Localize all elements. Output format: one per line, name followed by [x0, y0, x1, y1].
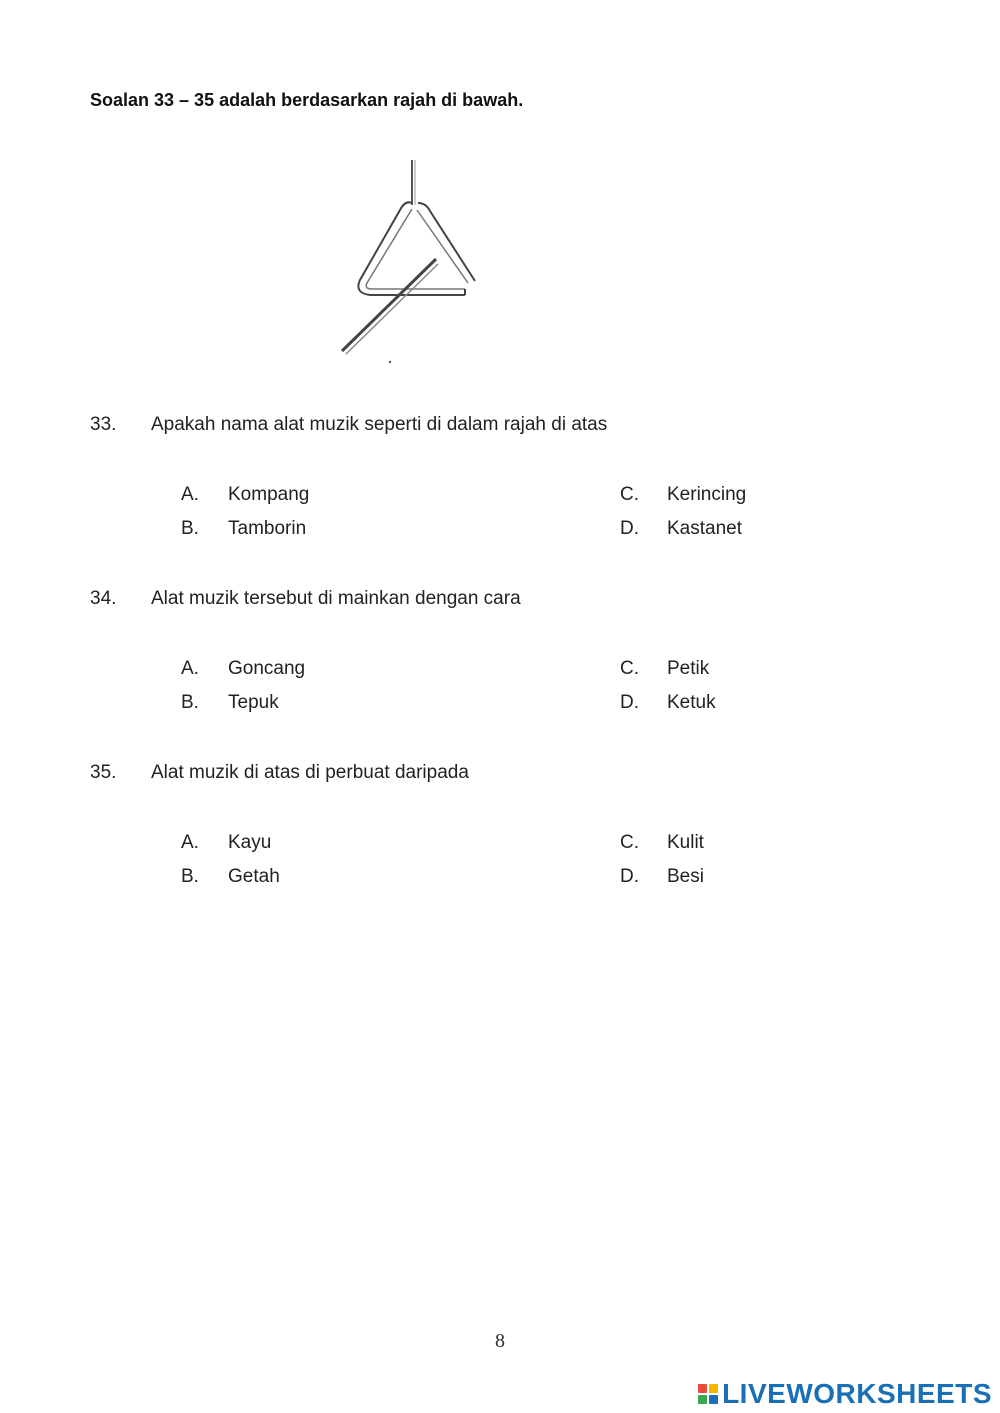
- instruction-heading: Soalan 33 – 35 adalah berdasarkan rajah di bawah.: [90, 90, 524, 110]
- question-35-option-c[interactable]: [620, 832, 704, 854]
- question-35-number: 35.: [90, 762, 117, 783]
- question-35-text: Alat muzik di atas di perbuat daripada: [151, 762, 469, 783]
- question-34-option-d[interactable]: [620, 692, 716, 714]
- liveworksheets-brand[interactable]: [698, 1378, 992, 1410]
- option-text: Petik: [667, 658, 710, 679]
- option-letter: A.: [181, 484, 199, 505]
- triangle-instrument-illustration: [330, 155, 490, 370]
- question-34-option-a[interactable]: [181, 658, 305, 680]
- option-letter: D.: [620, 692, 639, 713]
- option-text: Tepuk: [228, 692, 279, 713]
- option-letter: A.: [181, 658, 199, 679]
- option-text: Besi: [667, 866, 704, 887]
- option-text: Kerincing: [667, 484, 747, 505]
- option-text: Kastanet: [667, 518, 742, 539]
- question-34-text: Alat muzik tersebut di mainkan dengan cara: [151, 588, 521, 609]
- option-text: Ketuk: [667, 692, 716, 713]
- option-letter: B.: [181, 518, 199, 539]
- question-34-option-b[interactable]: [181, 692, 279, 714]
- logo-square: [698, 1395, 707, 1404]
- logo-square: [709, 1395, 718, 1404]
- question-33-option-c[interactable]: [620, 484, 746, 506]
- question-34-option-c[interactable]: [620, 658, 709, 680]
- question-35-option-a[interactable]: [181, 832, 271, 854]
- option-text: Kompang: [228, 484, 310, 505]
- question-33-option-a[interactable]: [181, 484, 309, 506]
- option-text: Tamborin: [228, 518, 307, 539]
- question-33-text: Apakah nama alat muzik seperti di dalam rajah di atas: [151, 414, 608, 435]
- question-33-option-b[interactable]: [181, 518, 306, 540]
- logo-square: [698, 1384, 707, 1393]
- option-text: Kulit: [667, 832, 704, 853]
- question-35-option-d[interactable]: [620, 866, 704, 888]
- option-letter: B.: [181, 866, 199, 887]
- option-text: Goncang: [228, 658, 306, 679]
- option-letter: C.: [620, 484, 639, 505]
- option-letter: A.: [181, 832, 199, 853]
- question-33-option-d[interactable]: [620, 518, 742, 540]
- brand-text: LIVEWORKSHEETS: [722, 1378, 992, 1409]
- page-number: 8: [495, 1330, 505, 1352]
- question-34-number: 34.: [90, 588, 117, 609]
- option-text: Kayu: [228, 832, 272, 853]
- option-letter: D.: [620, 518, 639, 539]
- option-letter: C.: [620, 832, 639, 853]
- logo-square: [709, 1384, 718, 1393]
- option-text: Getah: [228, 866, 280, 887]
- option-letter: D.: [620, 866, 639, 887]
- question-33-number: 33.: [90, 414, 117, 435]
- option-letter: B.: [181, 692, 199, 713]
- liveworksheets-logo-icon: [698, 1384, 718, 1404]
- question-35-option-b[interactable]: [181, 866, 280, 888]
- option-letter: C.: [620, 658, 639, 679]
